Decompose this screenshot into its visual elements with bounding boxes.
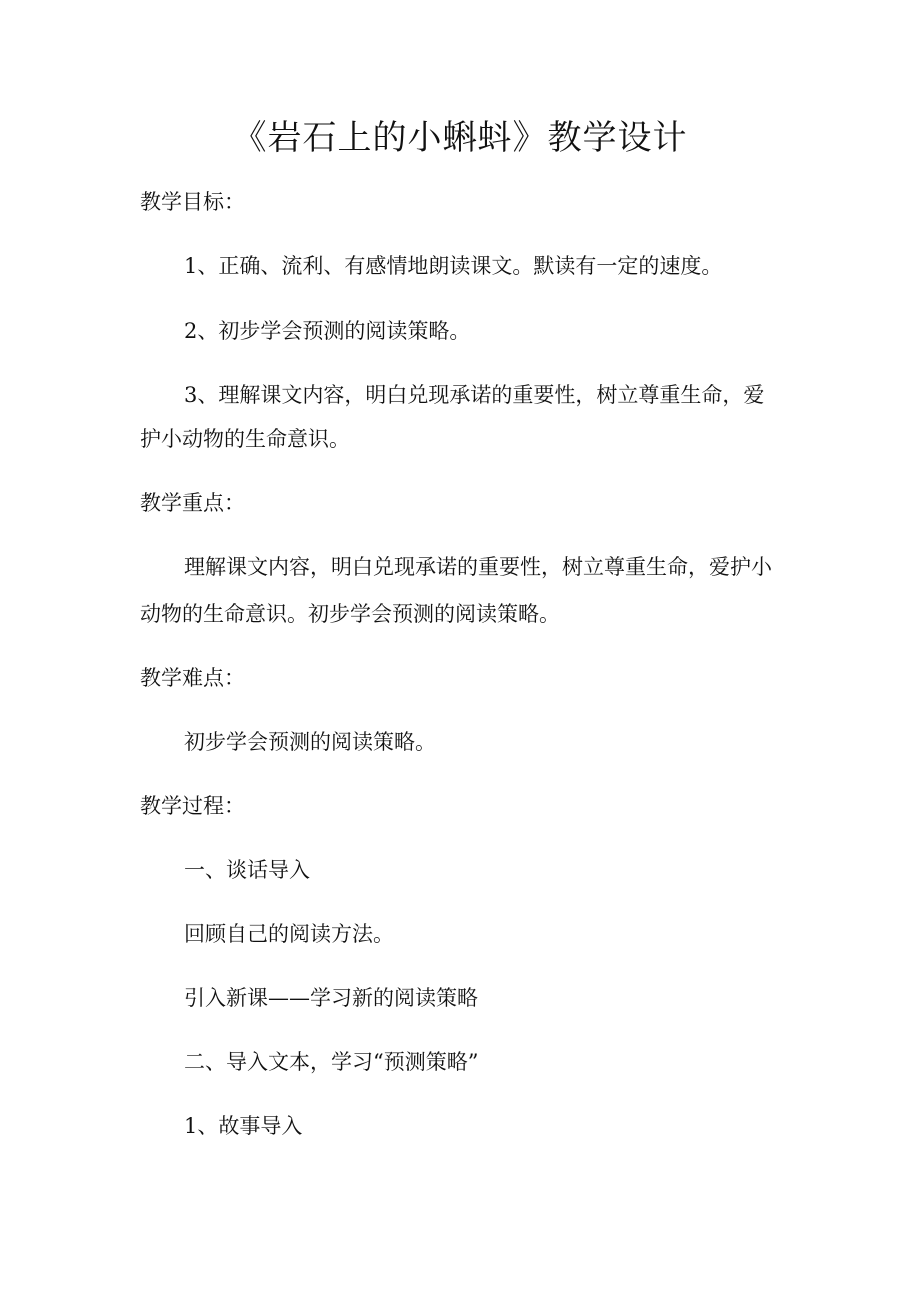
objective-item-3-line-2: 护小动物的生命意识。 (140, 427, 350, 451)
document-title: 《岩石上的小蝌蚪》教学设计 (232, 118, 688, 158)
process-section-1-item-1: 回顾自己的阅读方法。 (184, 922, 394, 946)
process-section-1-heading: 一、谈话导入 (184, 858, 310, 882)
process-section-1-item-2: 引入新课——学习新的阅读策略 (184, 986, 478, 1010)
process-section-2-heading: 二、导入文本，学习“预测策略” (184, 1050, 479, 1074)
process-heading: 教学过程： (140, 794, 245, 818)
key-points-heading: 教学重点： (140, 491, 245, 515)
key-points-line-1: 理解课文内容，明白兑现承诺的重要性，树立尊重生命，爱护小 (184, 555, 772, 579)
process-section-2-item-1: 1、故事导入 (184, 1114, 303, 1138)
objective-item-2: 2、初步学会预测的阅读策略。 (184, 319, 471, 343)
difficulty-text: 初步学会预测的阅读策略。 (184, 730, 436, 754)
objective-item-3-line-1: 3、理解课文内容，明白兑现承诺的重要性，树立尊重生命，爱 (184, 383, 765, 407)
objective-item-1: 1、正确、流利、有感情地朗读课文。默读有一定的速度。 (184, 254, 723, 278)
objectives-heading: 教学目标： (140, 190, 245, 214)
difficulty-heading: 教学难点： (140, 666, 245, 690)
key-points-line-2: 动物的生命意识。初步学会预测的阅读策略。 (140, 602, 560, 626)
